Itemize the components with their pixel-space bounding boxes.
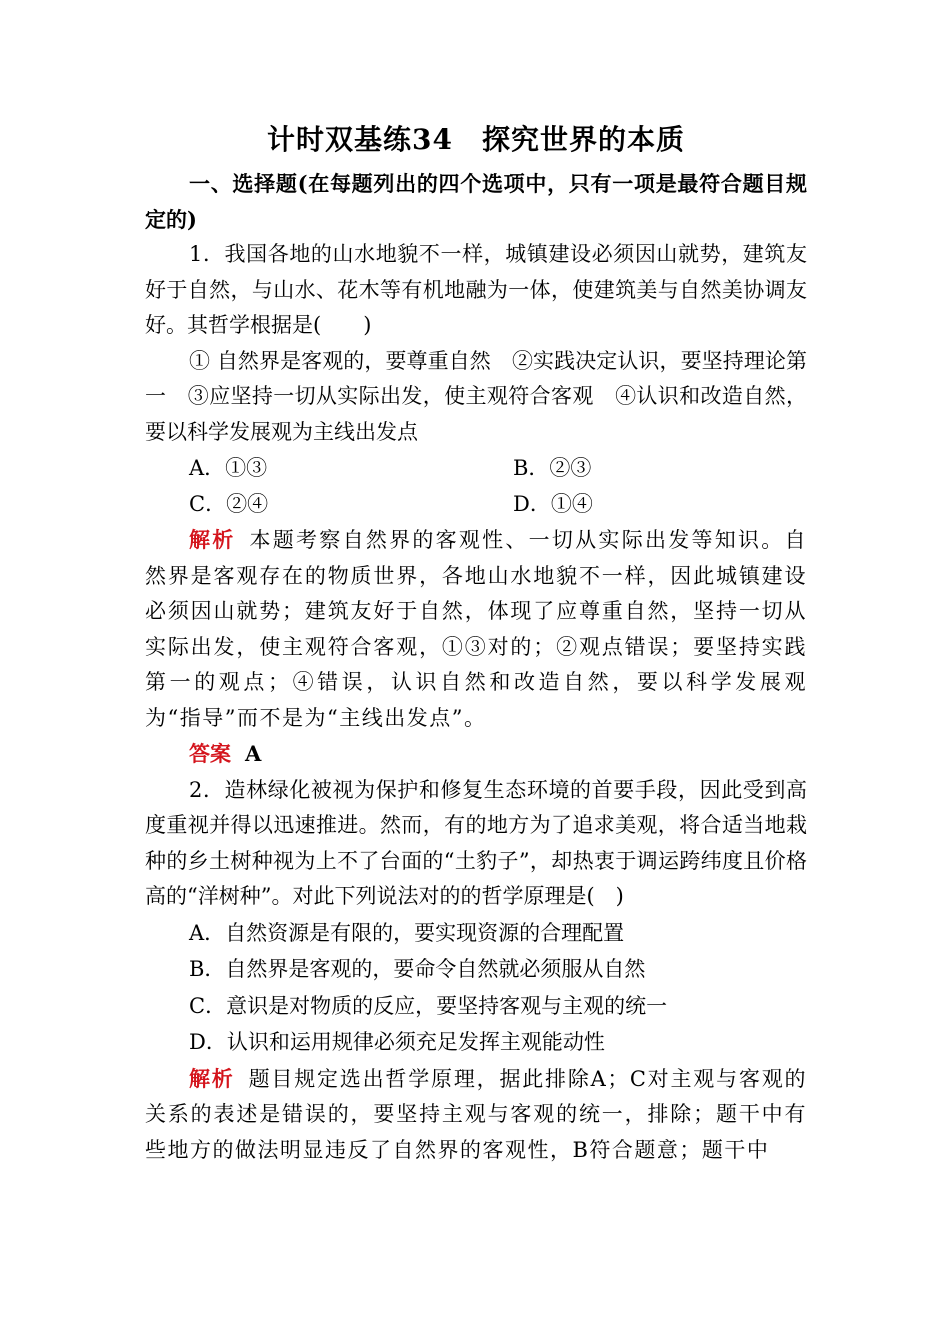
question-2-explanation bbox=[145, 1061, 807, 1169]
explanation-text: 本题考察自然界的客观性、一切从实际出发等知识。自然界是客观存在的物质世界，各地山水地貌不一样，因此城镇建设必须因山就势；建筑友好于自然，体现了应尊重自然，坚持一切从实际出发，使主观符合客观，①③对的；②观点错误；要坚持实践第一的观点；④错误，认识自然和改造自然，要以科学发展观为“指导”而不是为“主线出发点”。 bbox=[145, 528, 808, 730]
question-1-options-row-2 bbox=[145, 486, 807, 522]
question-1-explanation bbox=[145, 522, 807, 736]
question-1-statements: ① 自然界是客观的，要尊重自然 ②实践决定认识，要坚持理论第一 ③应坚持一切从实际出发，使主观符合客观 ④认识和改造自然，要以科学发展观为主线出发点 bbox=[145, 348, 807, 444]
explanation-label: 解析 bbox=[189, 527, 236, 552]
question-1-options-row-1 bbox=[145, 450, 807, 486]
option-c: C．②④ bbox=[189, 492, 269, 516]
question-2-stem: 2．造林绿化被视为保护和修复生态环境的首要手段，因此受到高度重视并得以迅速推进。然而，有的地方为了追求美观，将合适当地栽种的乡土树种视为上不了台面的“土豹子”，却热衷于调运跨纬度且价格高的“洋树种”。对此下列说法对的的哲学原理是( ) bbox=[145, 777, 807, 908]
option-d: D．①④ bbox=[513, 492, 593, 516]
option-a: A．①③ bbox=[189, 456, 268, 480]
question-2-option-a: A．自然资源是有限的，要实现资源的合理配置 bbox=[189, 920, 625, 945]
option-b: B．②③ bbox=[513, 456, 592, 480]
question-1-answer bbox=[145, 736, 807, 773]
section-heading: 一、选择题(在每题列出的四个选项中，只有一项是最符合题目规定的) bbox=[145, 171, 807, 232]
page-title: 计时双基练34 探究世界的本质 bbox=[267, 123, 685, 156]
question-1-stem: 1．我国各地的山水地貌不一样，城镇建设必须因山就势，建筑友好于自然，与山水、花木等有机地融为一体，使建筑美与自然美协调友好。其哲学根据是( ) bbox=[145, 242, 807, 337]
question-2-option-b: B．自然界是客观的，要命令自然就必须服从自然 bbox=[189, 957, 646, 981]
question-2-option-c: C．意识是对物质的反应，要坚持客观与主观的统一 bbox=[189, 993, 668, 1018]
explanation-label-2: 解析 bbox=[189, 1065, 235, 1091]
explanation-text-2: 题目规定选出哲学原理，据此排除A；C对主观与客观的关系的表述是错误的，要坚持主观与客观的统一，排除；题干中有些地方的做法明显违反了自然界的客观性，B符合题意；题干中 bbox=[145, 1066, 808, 1162]
question-2-option-d: D．认识和运用规律必须充足发挥主观能动性 bbox=[189, 1030, 605, 1054]
answer-value: A bbox=[245, 741, 262, 766]
document-page bbox=[145, 118, 807, 1168]
answer-label: 答案 bbox=[189, 741, 231, 766]
